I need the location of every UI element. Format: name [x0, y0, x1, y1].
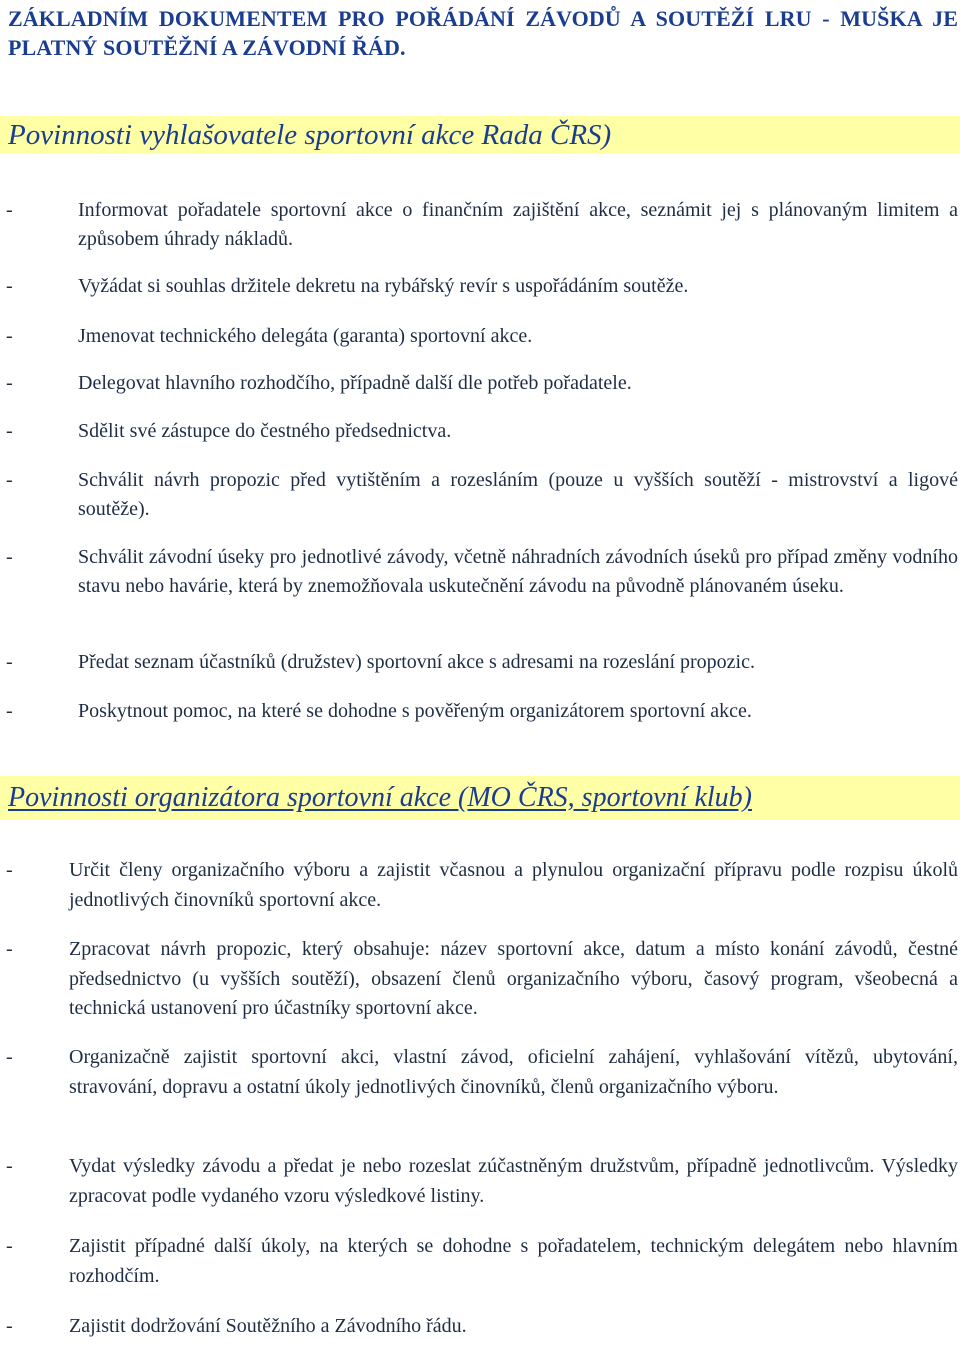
list-item-text: Předat seznam účastníků (družstev) sportovní akce s adresami na rozeslání propozic.: [78, 651, 755, 673]
list-item-text: Zajistit případné další úkoly, na kterých se dohodne s pořadatelem, technickým delegátem nebo hlavním rozhodčím.: [69, 1235, 958, 1287]
list-item-text: Vydat výsledky závodu a předat je nebo rozeslat zúčastněným družstvům, případně jednotlivcům. Výsledky zpracovat podle vydaného vzoru výsledkové listiny.: [69, 1155, 958, 1207]
bullet-dash: -: [6, 372, 13, 394]
bullet-dash: -: [6, 1155, 13, 1177]
section2-title: Povinnosti organizátora sportovní akce (MO ČRS, sportovní klub): [8, 782, 752, 813]
bullet-dash: -: [6, 275, 13, 297]
section2-title-band: [0, 776, 960, 820]
list-item-text: Určit členy organizačního výboru a zajistit včasnou a plynulou organizační přípravu podle rozpisu úkolů jednotlivých činovníků sportovní akce.: [69, 859, 958, 911]
list-item-text: Zajistit dodržování Soutěžního a Závodního řádu.: [69, 1315, 467, 1337]
bullet-dash: -: [6, 1315, 13, 1337]
list-item-text: Zpracovat návrh propozic, který obsahuje: název sportovní akce, datum a místo konání závodů, čestné předsednictvo (u vyšších soutěží), obsazení členů organizačního výboru, časový program, všeobecná a technická ustanovení pro účastníky sportovní akce.: [69, 938, 958, 1019]
section1-title: Povinnosti vyhlašovatele sportovní akce Rada ČRS): [8, 119, 612, 151]
list-item-text: Poskytnout pomoc, na které se dohodne s pověřeným organizátorem sportovní akce.: [78, 700, 752, 722]
bullet-dash: -: [6, 859, 13, 881]
section1-title-band: [0, 116, 960, 154]
bullet-dash: -: [6, 199, 13, 221]
bullet-dash: -: [6, 1046, 13, 1068]
list-item-text: Informovat pořadatele sportovní akce o finančním zajištění akce, seznámit jej s plánovaným limitem a způsobem úhrady nákladů.: [78, 199, 958, 250]
bullet-dash: -: [6, 651, 13, 673]
bullet-dash: -: [6, 700, 13, 722]
list-item-text: Sdělit své zástupce do čestného předsednictva.: [78, 420, 452, 442]
list-item-text: Schválit závodní úseky pro jednotlivé závody, včetně náhradních závodních úseků pro případ změny vodního stavu nebo havárie, která by znemožňovala uskutečnění závodu na původně plánovaném úseku.: [78, 546, 958, 597]
list-item-text: Schválit návrh propozic před vytištěním a rozesláním (pouze u vyšších soutěží - mistrovství a ligové soutěže).: [78, 469, 958, 520]
document-heading: ZÁKLADNÍM DOKUMENTEM PRO POŘÁDÁNÍ ZÁVODŮ A SOUTĚŽÍ LRU - MUŠKA JE PLATNÝ SOUTĚŽNÍ A ZÁVODNÍ ŘÁD.: [8, 6, 958, 60]
list-item-text: Vyžádat si souhlas držitele dekretu na rybářský revír s uspořádáním soutěže.: [78, 275, 689, 297]
bullet-dash: -: [6, 325, 13, 347]
bullet-dash: -: [6, 420, 13, 442]
bullet-dash: -: [6, 938, 13, 960]
list-item-text: Delegovat hlavního rozhodčího, případně další dle potřeb pořadatele.: [78, 372, 632, 394]
list-item-text: Organizačně zajistit sportovní akci, vlastní závod, oficielní zahájení, vyhlašování vítězů, ubytování, stravování, dopravu a ostatní úkoly jednotlivých činovníků, členů organizačního výboru.: [69, 1046, 958, 1098]
bullet-dash: -: [6, 469, 13, 491]
bullet-dash: -: [6, 1235, 13, 1257]
bullet-dash: -: [6, 546, 13, 568]
list-item-text: Jmenovat technického delegáta (garanta) sportovní akce.: [78, 325, 533, 347]
